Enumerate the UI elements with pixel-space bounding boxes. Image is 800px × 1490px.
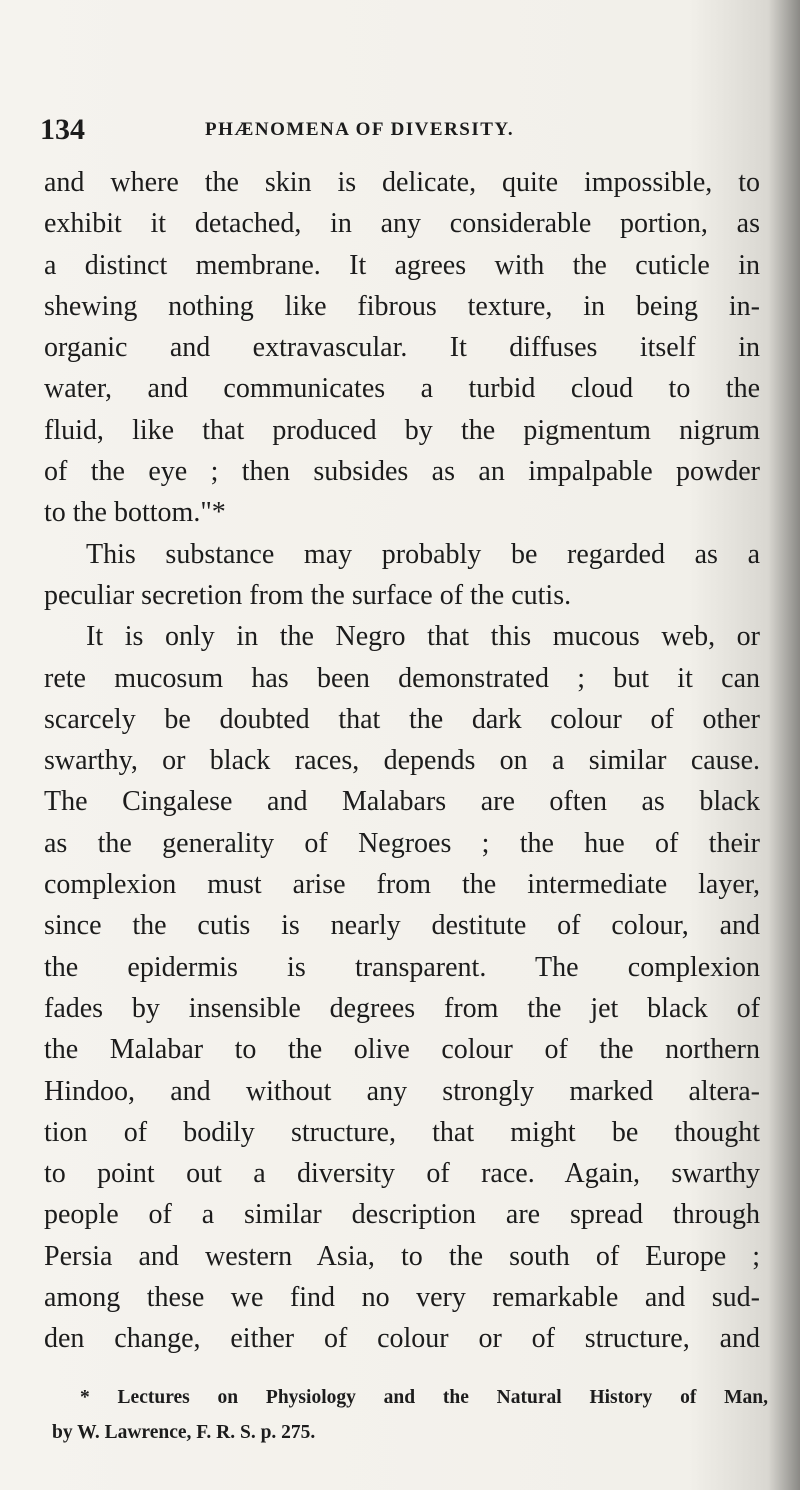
text-line: scarcely be doubted that the dark colour of other [44, 703, 760, 735]
text-line: rete mucosum has been demonstrated ; but it can [44, 662, 760, 694]
text-line: the Malabar to the olive colour of the northern [44, 1034, 760, 1066]
page-number: 134 [40, 113, 85, 146]
text-line: and where the skin is delicate, quite impossible, to [44, 167, 760, 198]
text-line: Hindoo, and without any strongly marked altera- [44, 1075, 760, 1107]
page-header [40, 112, 780, 148]
text-line: swarthy, or black races, depends on a similar cause. [44, 745, 760, 777]
text-line: as the generality of Negroes ; the hue of their [44, 827, 760, 859]
body-text [44, 162, 760, 1360]
footnote [52, 1380, 768, 1450]
text-line: to point out a diversity of race. Again, swarthy [44, 1158, 760, 1190]
text-line: complexion must arise from the intermediate layer, [44, 869, 760, 901]
text-line: This substance may probably be regarded as a [86, 538, 760, 570]
text-line: Persia and western Asia, to the south of Europe ; [44, 1240, 760, 1272]
text-line: people of a similar description are spread through [44, 1199, 760, 1231]
text-line: fluid, like that produced by the pigmentum nigrum [44, 414, 760, 446]
footnote-line: by W. Lawrence, F. R. S. p. 275. [52, 1422, 316, 1443]
running-head: PHÆNOMENA OF DIVERSITY. [205, 119, 515, 140]
text-line: water, and communicates a turbid cloud to the [44, 373, 760, 405]
text-line: The Cingalese and Malabars are often as black [44, 786, 760, 818]
text-line: organic and extravascular. It diffuses itself in [44, 332, 760, 364]
text-line: peculiar secretion from the surface of the cutis. [44, 579, 572, 611]
text-line: tion of bodily structure, that might be thought [44, 1116, 760, 1148]
text-line: It is only in the Negro that this mucous web, or [86, 621, 760, 653]
text-line: of the eye ; then subsides as an impalpable powder [44, 456, 760, 488]
text-line: among these we find no very remarkable and sud- [44, 1282, 760, 1314]
text-line: since the cutis is nearly destitute of colour, and [44, 910, 760, 942]
text-line: fades by insensible degrees from the jet black of [44, 992, 760, 1024]
text-line: to the bottom."* [44, 497, 226, 529]
text-line: exhibit it detached, in any considerable portion, as [44, 208, 760, 240]
text-line: shewing nothing like fibrous texture, in being in- [44, 290, 760, 322]
text-line: den change, either of colour or of structure, and [44, 1323, 760, 1355]
footnote-line: * Lectures on Physiology and the Natural History of Man, [80, 1387, 768, 1408]
text-line: the epidermis is transparent. The complexion [44, 951, 760, 983]
text-line: a distinct membrane. It agrees with the cuticle in [44, 249, 760, 281]
